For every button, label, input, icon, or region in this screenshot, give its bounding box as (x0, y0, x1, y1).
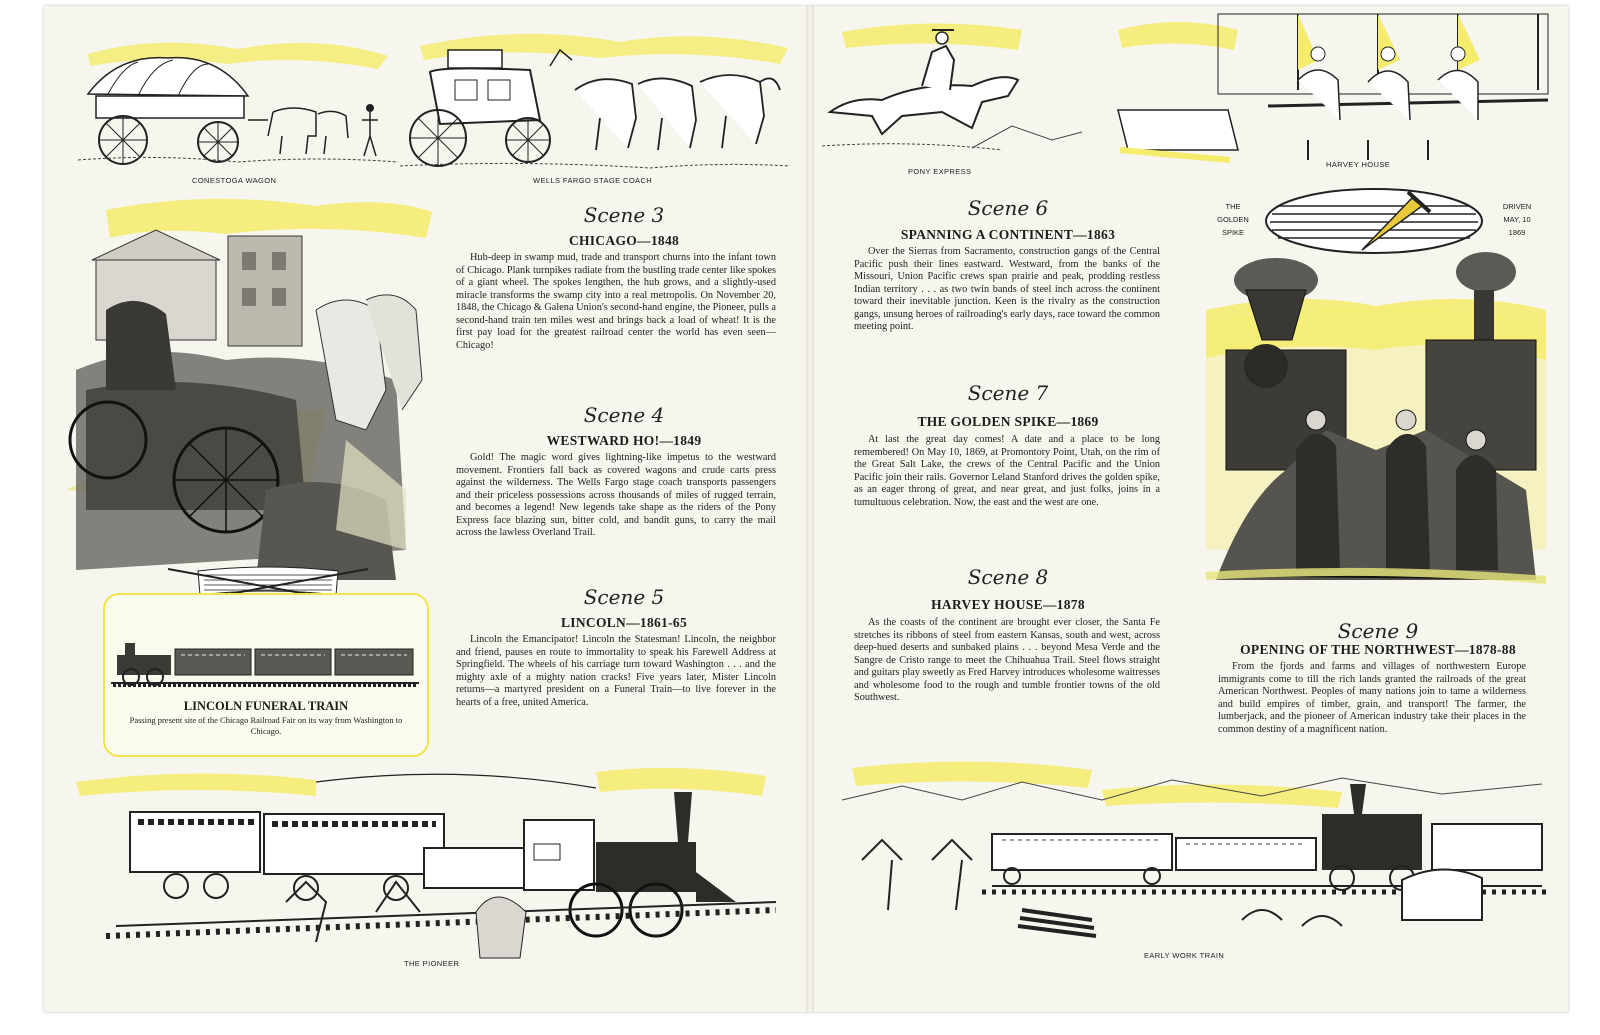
scene-6-heading: Scene 6 (967, 196, 1049, 220)
lincoln-funeral-train-title: LINCOLN FUNERAL TRAIN (183, 699, 349, 713)
scene-8-title: HARVEY HOUSE—1878 (931, 597, 1085, 612)
golden-spike-label-left-1: THE (1225, 202, 1241, 211)
scene-4-body: Gold! The magic word gives lightning-like impetus to the westward movement. Frontiers fall back as covered wagons and crude carts press against the wilderness. The Wells Fargo stage coach transports passengers and their priceless possessions across thousands of miles of rugged terrain, and becomes a legend! New legends take shape as the riders of the Pony Express face blazing sun, bitter cold, and bandit guns, to carry the mail across the lawless Overland Trail. (456, 452, 776, 538)
golden-spike-label-left-3: SPIKE (1221, 228, 1245, 237)
scene-4-title: WESTWARD HO!—1849 (546, 433, 702, 448)
scene-6-body: Over the Sierras from Sacramento, construction gangs of the Central Pacific push their lines eastward. Westward, from the banks of the Missouri, Union Pacific crews span prairie and peak, prodding restless Indian territory . . . as two twin bands of steel inch across the continent toward their inevitable junction. Keen is the rivalry as the construction gangs, unsung heroes of railroading's early days, race toward the common meeting point. (854, 246, 1160, 332)
golden-spike-ceremony-illustration (1206, 250, 1546, 590)
scene-9-title: OPENING OF THE NORTHWEST—1878-88 (1240, 642, 1516, 657)
scene-8-body: As the coasts of the continent are brought ever closer, the Santa Fe stretches its ribbons of steel from eastern Kansas, south and west, across deep-hued deserts and sunbaked plains . . . beyond Mesa Verde and the Sangre de Cristo range to meet the Chihuahua Trail. Steel flows straight and guitars play sweetly as Fred Harvey introduces wholesome waitresses and wholesome food to the rough and tumble frontier towns of the old Southwest. (854, 617, 1160, 703)
pony-express-caption: PONY EXPRESS (908, 167, 972, 176)
conestoga-wagon-illustration (78, 24, 398, 174)
page-gutter (806, 6, 814, 1012)
scene-5-heading: Scene 5 (583, 585, 665, 609)
scene-9-heading: Scene 9 (1337, 619, 1419, 643)
lincoln-funeral-train-subtitle: Passing present site of the Chicago Railroad Fair on its way from Washington to Chicago. (129, 715, 403, 736)
golden-spike-label-right (1490, 200, 1544, 239)
scene-7-title: THE GOLDEN SPIKE—1869 (917, 414, 1099, 429)
wells-fargo-stagecoach-caption: WELLS FARGO STAGE COACH (533, 176, 653, 185)
golden-spike-badge (1262, 186, 1486, 256)
golden-spike-label-right-3: 1869 (1508, 228, 1526, 237)
golden-spike-label-right-2: MAY, 10 (1503, 215, 1531, 224)
chicago-1848-carriage-illustration (66, 190, 438, 584)
harvey-house-illustration (1118, 10, 1558, 160)
early-work-train-illustration (842, 760, 1552, 946)
golden-spike-label-left (1208, 200, 1258, 239)
pioneer-train-illustration (76, 762, 796, 962)
scene-9-body: From the fjords and farms and villages of northwestern Europe immigrants come to till the rich lands granted the railroads of the great American Northwest. Peoples of many nations join to tame a wilderness and build empires of timber, grain, and transport! The farmer, the lumberjack, and the pioneer of American industry take their places in the common destiny of a magnificent nation. (1218, 661, 1526, 735)
pony-express-illustration (822, 16, 1082, 166)
scene-6-title: SPANNING A CONTINENT—1863 (900, 227, 1116, 242)
scene-5-body: Lincoln the Emancipator! Lincoln the Statesman! Lincoln, the neighbor and friend, pauses en route to immortality to speak his Farewell Address at Springfield. The wheels of his carriage turn toward Washington . . . and the mighty axle of a mighty nation cracks! Five years later, Mister Lincoln returns—a martyred president on a Funeral Train—to live forever in the hearts of a free, united America. (456, 634, 776, 708)
scene-5-title: LINCOLN—1861-65 (560, 615, 687, 630)
scene-3-title: CHICAGO—1848 (568, 233, 680, 248)
pioneer-caption: THE PIONEER (404, 959, 460, 968)
golden-spike-label-left-2: GOLDEN (1217, 215, 1249, 224)
lincoln-funeral-train-illustration (111, 635, 419, 689)
early-work-train-caption: EARLY WORK TRAIN (1144, 951, 1225, 960)
scene-7-heading: Scene 7 (967, 381, 1049, 405)
scene-7-body: At last the great day comes! A date and a place to be long remembered! On May 10, 1869, at Promontory Point, Utah, on the rim of the Great Salt Lake, the crews of the Central Pacific and the Union Pacific join their rails. Governor Leland Stanford drives the golden spike, as an eager throng of great, and near great, and just folks, joins in a tumultuous celebration. Now, the east and the west are one. (854, 434, 1160, 508)
lincoln-funeral-train-box (103, 593, 429, 757)
scene-8-heading: Scene 8 (967, 565, 1049, 589)
wells-fargo-stagecoach-illustration (400, 20, 790, 175)
golden-spike-label-right-1: DRIVEN (1502, 202, 1532, 211)
scene-4-heading: Scene 4 (583, 403, 665, 427)
scene-3-heading: Scene 3 (583, 203, 665, 227)
harvey-house-caption: HARVEY HOUSE (1326, 160, 1391, 169)
scene-3-body: Hub-deep in swamp mud, trade and transport churns into the infant town of Chicago. Plank turnpikes radiate from the bustling trade center like spokes of a giant wheel. The spokes lengthen, the hub grows, and a slightly-used miracle transforms the swamp city into a real metropolis. On November 20, 1848, the Chicago & Galena Union's second-hand engine, the Pioneer, pulls a second-hand train ten miles west and brings back a load of wheat! It is the first pay load for the greatest railroad center the world has even seen—Chicago! (456, 252, 776, 351)
conestoga-wagon-caption: CONESTOGA WAGON (192, 176, 277, 185)
